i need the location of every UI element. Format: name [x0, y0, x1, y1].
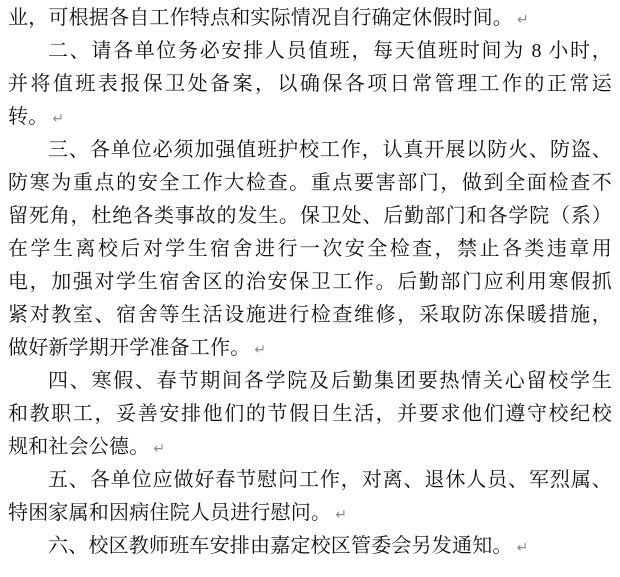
line-text: 做好新学期开学准备工作。: [8, 337, 251, 359]
line-text: 业，可根据各自工作特点和实际情况自行确定休假时间。: [8, 7, 513, 29]
line-text: 特困家属和因病住院人员进行慰问。: [8, 502, 332, 524]
text-line: [8, 35, 612, 68]
line-text: 在学生离校后对学生宿舍进行一次安全检查，禁止各类违章用: [8, 238, 612, 260]
line-text: 留死角，杜绝各类事故的发生。保卫处、后勤部门和各学院（系）: [8, 205, 612, 227]
line-text: 并将值班表报保卫处备案，以确保各项日常管理工作的正常运: [8, 73, 612, 95]
paragraph-mark-icon: ↵: [516, 540, 529, 556]
line-text: 电，加强对学生宿舍区的治安保卫工作。后勤部门应利用寒假抓: [8, 271, 612, 293]
paragraph-mark-icon: ↵: [254, 342, 267, 358]
text-line: [8, 398, 612, 431]
text-line: [8, 497, 612, 530]
text-line: [8, 332, 612, 365]
line-text: 防寒为重点的安全工作大检查。重点要害部门，做到全面检查不: [8, 172, 612, 194]
text-line: [8, 2, 612, 35]
paragraph-item-3: [8, 134, 612, 365]
paragraph-item-5: [8, 464, 612, 530]
line-text: 三、各单位必须加强值班护校工作，认真开展以防火、防盗、: [48, 139, 612, 161]
line-text: 转。: [8, 106, 49, 128]
paragraph-mark-icon: ↵: [153, 441, 166, 457]
text-line: [8, 167, 612, 200]
text-line: [8, 101, 612, 134]
line-text: 和教职工，妥善安排他们的节假日生活，并要求他们遵守校纪校: [8, 403, 612, 425]
text-line: [8, 68, 612, 101]
line-text: 紧对教室、宿舍等生活设施进行检查维修，采取防冻保暖措施，: [8, 304, 612, 326]
paragraph-mark-icon: ↵: [335, 507, 347, 523]
paragraph-item-6: [8, 530, 612, 563]
text-line: [8, 299, 612, 332]
paragraph-mark-icon: ↵: [517, 12, 529, 28]
line-text: 规和社会公德。: [8, 436, 150, 458]
text-line: [8, 134, 612, 167]
text-line: [8, 266, 612, 299]
line-text: 二、请各单位务必安排人员值班，每天值班时间为 8 小时，: [48, 40, 612, 62]
text-line: [8, 464, 612, 497]
line-text: 四、寒假、春节期间各学院及后勤集团要热情关心留校学生: [48, 370, 612, 392]
text-line: [8, 233, 612, 266]
paragraph-item-2: [8, 35, 612, 134]
paragraph-mark-icon: ↵: [52, 111, 65, 127]
text-line: [8, 200, 612, 233]
line-text: 五、各单位应做好春节慰问工作，对离、退休人员、军烈属、: [48, 469, 612, 491]
line-text: 六、校区教师班车安排由嘉定校区管委会另发通知。: [48, 535, 513, 557]
text-line: [8, 530, 612, 563]
text-line: [8, 431, 612, 464]
paragraph-item-4: [8, 365, 612, 464]
text-line: [8, 365, 612, 398]
paragraph-continuation: [8, 2, 612, 35]
